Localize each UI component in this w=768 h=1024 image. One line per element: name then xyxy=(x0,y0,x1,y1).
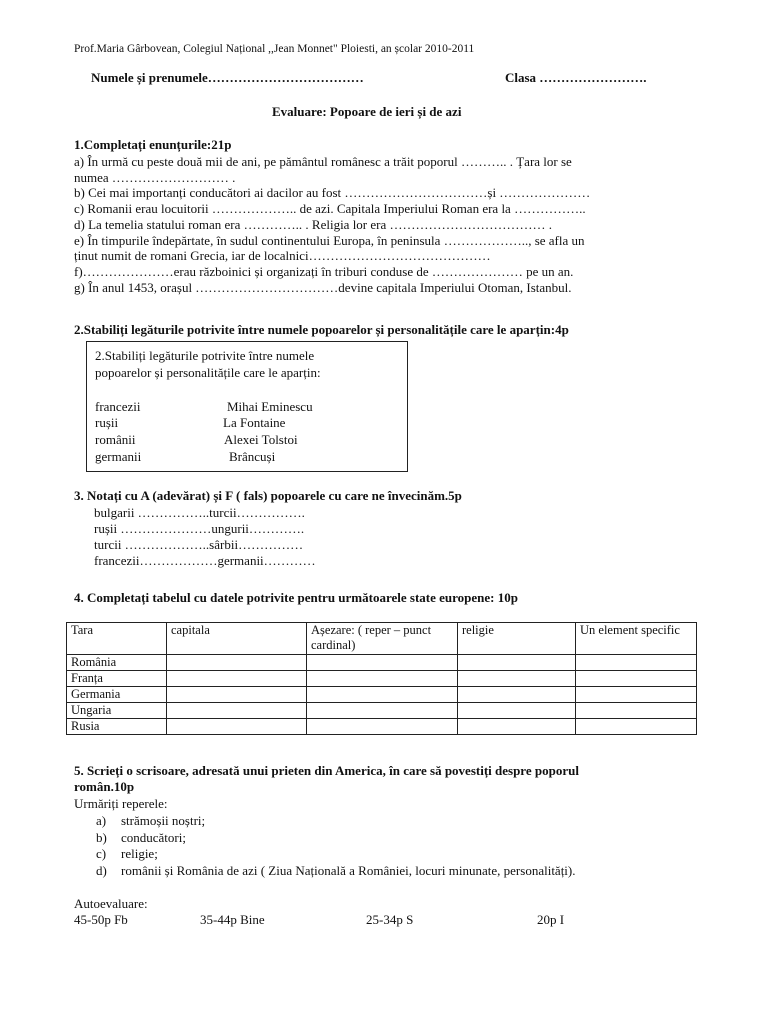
table-cell[interactable] xyxy=(576,703,697,719)
table-cell[interactable] xyxy=(576,687,697,703)
name-field: Numele și prenumele……………………………… xyxy=(91,70,364,85)
table-header-cell: Așezare: ( reper – punct cardinal) xyxy=(307,623,458,655)
table-row xyxy=(67,671,697,687)
section1-line: g) În anul 1453, orașul ……………………………devine capitala Imperiului Otoman, Istanbul. xyxy=(74,279,572,295)
matching-box xyxy=(86,341,408,472)
section5-heading-line2: român.10p xyxy=(74,779,135,794)
section1-line: c) Romanii erau locuitorii ……………….. de azi. Capitala Imperiului Roman era la …………….. xyxy=(74,201,586,217)
table-cell[interactable] xyxy=(458,671,576,687)
table-cell[interactable] xyxy=(576,671,697,687)
list-item xyxy=(96,813,576,830)
section1-line: f)…………………erau războinici și organizați în triburi conduse de ………………… pe un an. xyxy=(74,263,574,279)
table-cell[interactable] xyxy=(307,719,458,735)
list-text: conducători; xyxy=(121,829,186,845)
personality-item: La Fontaine xyxy=(223,415,286,430)
section5-heading-line1: 5. Scrieți o scrisoare, adresată unui prieten din America, în care să povestiți despre poporul xyxy=(74,763,579,778)
table-cell[interactable] xyxy=(307,671,458,687)
section1-line: d) La temelia statului roman era ………….. . Religia lor era ……………………………… . xyxy=(74,216,553,232)
table-cell[interactable] xyxy=(167,687,307,703)
section1-heading: 1.Completați enunțurile:21p xyxy=(74,137,232,152)
table-cell[interactable] xyxy=(167,655,307,671)
list-text: românii și România de azi ( Ziua Națională a României, locuri minunate, personalități). xyxy=(121,862,576,878)
section2-heading: 2.Stabiliți legăturile potrivite între numele popoarelor și personalitățile care le aparțin:4p xyxy=(74,322,569,337)
box-heading-line2: popoarelor și personalitățile care le aparțin: xyxy=(95,365,321,380)
self-eval-label: Autoevaluare: xyxy=(74,896,148,911)
table-row xyxy=(67,719,697,735)
header-line: Prof.Maria Gârbovean, Colegiul Național ,,Jean Monnet" Ploiesti, an școlar 2010-2011 xyxy=(74,43,475,55)
section3-line: francezii………………germanii………… xyxy=(94,553,316,568)
table-cell-country: Ungaria xyxy=(67,703,167,719)
list-marker: b) xyxy=(96,829,107,845)
table-cell[interactable] xyxy=(307,703,458,719)
section1-line: e) În timpurile îndepărtate, în sudul continentului Europa, în peninsula ……………….., se afla un xyxy=(74,232,585,248)
section3-line: bulgarii ……………..turcii……………. xyxy=(94,505,305,520)
people-item: rușii xyxy=(95,415,119,430)
table-cell[interactable] xyxy=(576,719,697,735)
table-cell[interactable] xyxy=(167,719,307,735)
grade-bine: 35-44p Bine xyxy=(200,912,265,927)
section1-line: ținut numit de romani Grecia, iar de localnici…………………………………… xyxy=(74,248,491,264)
table-cell[interactable] xyxy=(167,671,307,687)
table-row xyxy=(67,655,697,671)
table-header-row xyxy=(67,623,697,655)
table-cell[interactable] xyxy=(458,687,576,703)
table-header-cell: capitala xyxy=(167,623,307,655)
section3-line: rușii …………………ungurii…………. xyxy=(94,521,305,536)
people-item: românii xyxy=(95,432,136,447)
table-cell[interactable] xyxy=(307,687,458,703)
section1-line: numea ……………………… . xyxy=(74,169,236,185)
table-header-cell: Un element specific xyxy=(576,623,697,655)
list-marker: d) xyxy=(96,862,107,878)
personality-item: Mihai Eminescu xyxy=(227,399,313,414)
section1-line: b) Cei mai importanți conducători ai dacilor au fost ……………………………și ………………… xyxy=(74,185,591,201)
personality-item: Alexei Tolstoi xyxy=(224,432,298,447)
table-cell[interactable] xyxy=(458,719,576,735)
table-header-cell: Tara xyxy=(67,623,167,655)
table-cell[interactable] xyxy=(167,703,307,719)
states-table xyxy=(66,622,697,735)
people-item: francezii xyxy=(95,399,141,414)
list-text: strămoșii noștri; xyxy=(121,813,206,828)
list-text: religie; xyxy=(121,846,158,861)
grade-s: 25-34p S xyxy=(366,912,414,927)
section3-heading: 3. Notați cu A (adevărat) și F ( fals) popoarele cu care ne învecinăm.5p xyxy=(74,488,462,503)
table-cell-country: Rusia xyxy=(67,719,167,735)
table-cell[interactable] xyxy=(307,655,458,671)
section5-subheading: Urmăriți reperele: xyxy=(74,796,168,811)
list-marker: a) xyxy=(96,813,107,828)
table-cell[interactable] xyxy=(458,655,576,671)
people-item: germanii xyxy=(95,449,142,464)
table-cell[interactable] xyxy=(576,655,697,671)
list-item xyxy=(96,863,576,880)
section1-line: a) În urmă cu peste două mii de ani, pe pământul românesc a trăit poporul ……….. . Țara lor se xyxy=(74,154,572,169)
page-title: Evaluare: Popoare de ieri și de azi xyxy=(272,104,462,119)
personality-item: Brâncuși xyxy=(229,449,276,464)
list-item xyxy=(96,846,576,863)
grade-i: 20p I xyxy=(537,912,565,927)
section3-list xyxy=(94,505,316,569)
list-marker: c) xyxy=(96,846,107,861)
section4-heading: 4. Completați tabelul cu datele potrivite pentru următoarele state europene: 10p xyxy=(74,590,518,605)
list-item xyxy=(96,830,576,847)
table-row xyxy=(67,703,697,719)
section3-line: turcii ………………..sârbii…………… xyxy=(94,537,304,552)
grade-fb: 45-50p Fb xyxy=(74,912,128,927)
table-cell-country: Germania xyxy=(67,687,167,703)
table-row xyxy=(67,687,697,703)
class-field: Clasa ……………………. xyxy=(505,70,647,85)
table-cell-country: România xyxy=(67,655,167,671)
section1-body xyxy=(74,154,696,295)
section5-list xyxy=(96,813,576,879)
table-cell-country: Franța xyxy=(67,671,167,687)
box-heading-line1: 2.Stabiliți legăturile potrivite între numele xyxy=(95,348,315,363)
table-cell[interactable] xyxy=(458,703,576,719)
table-header-cell: religie xyxy=(458,623,576,655)
